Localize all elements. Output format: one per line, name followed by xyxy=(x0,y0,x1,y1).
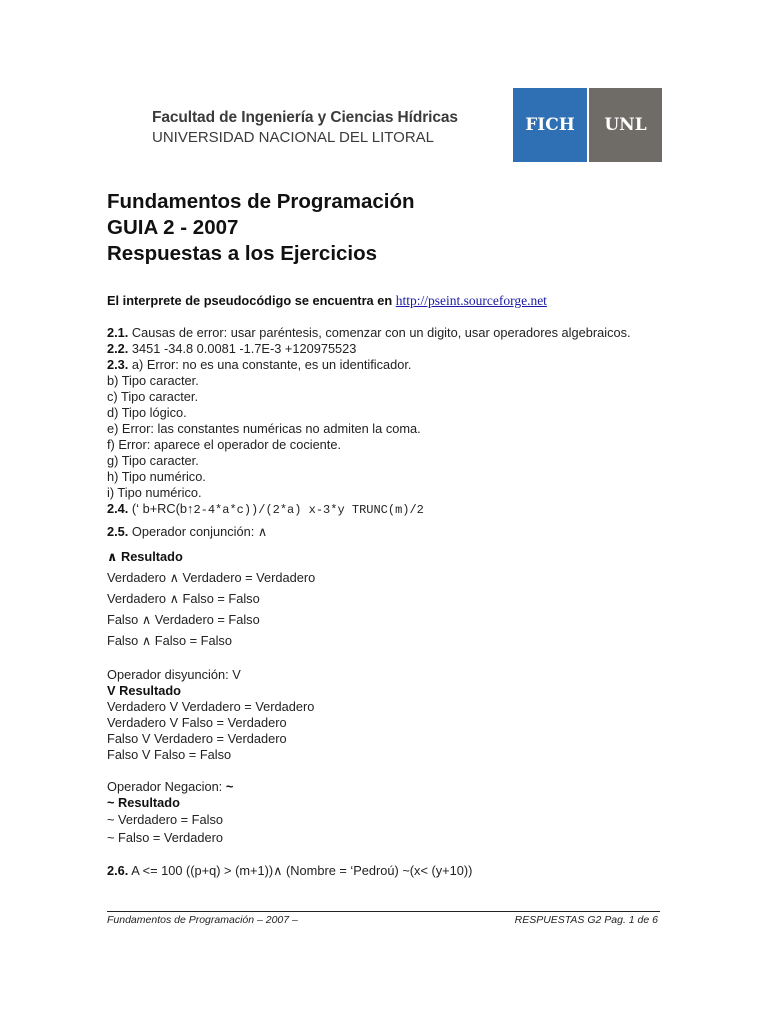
answer-text: 3451 -34.8 0.0081 -1.7E-3 +120975523 xyxy=(131,341,357,356)
not-title-line xyxy=(107,779,667,795)
answer-number: 2.1. xyxy=(107,325,129,340)
title-subtitle: Respuestas a los Ejercicios xyxy=(107,242,378,265)
list-item: h) Tipo numérico. xyxy=(107,469,206,484)
university-name: UNIVERSIDAD NACIONAL DEL LITORAL xyxy=(152,129,435,146)
answer-2-2 xyxy=(107,341,667,357)
answer-number: 2.3. xyxy=(107,357,129,372)
list-item: g) Tipo caracter. xyxy=(107,453,199,468)
not-symbol: ~ xyxy=(225,779,234,794)
pseint-link[interactable]: http://pseint.sourceforge.net xyxy=(395,293,547,308)
document-title xyxy=(107,189,415,267)
table-row: ~ Verdadero = Falso xyxy=(107,812,223,827)
footer-left: Fundamentos de Programación – 2007 – xyxy=(107,914,298,926)
or-table-header: V Resultado xyxy=(107,683,181,698)
table-row: Verdadero V Verdadero = Verdadero xyxy=(107,699,315,714)
list-item: e) Error: las constantes numéricas no admiten la coma. xyxy=(107,421,421,436)
list-item: f) Error: aparece el operador de cociente. xyxy=(107,437,342,452)
title-guide: GUIA 2 - 2007 xyxy=(107,216,239,239)
unl-logo: UNL xyxy=(589,88,662,162)
table-row: Falso V Falso = Falso xyxy=(107,747,232,762)
answer-number: 2.2. xyxy=(107,341,129,356)
table-row: Falso V Verdadero = Verdadero xyxy=(107,731,287,746)
fich-logo: FICH xyxy=(513,88,587,162)
institution-name: Facultad de Ingeniería y Ciencias Hídricas xyxy=(152,109,458,126)
answer-2-1 xyxy=(107,325,667,341)
footer-divider xyxy=(107,911,660,912)
answer-text: a) Error: no es una constante, es un identificador. xyxy=(131,357,412,372)
table-row: Falso ∧ Verdadero = Falso xyxy=(107,612,260,627)
answer-2-3 xyxy=(107,357,667,373)
answer-text: Causas de error: usar paréntesis, comenzar con un digito, usar operadores algebraicos. xyxy=(131,325,631,340)
not-title: Operador Negacion: xyxy=(107,779,223,794)
answer-text: A <= 100 ((p+q) > (m+1))∧ (Nombre = ‘Pedroú) ~(x< (y+10)) xyxy=(131,863,473,878)
intro-text: El interprete de pseudocódigo se encuentra en xyxy=(107,293,393,308)
answer-2-6 xyxy=(107,863,667,879)
table-row: Verdadero ∧ Falso = Falso xyxy=(107,591,260,606)
footer-page-info: RESPUESTAS G2 Pag. 1 de 6 xyxy=(514,914,658,926)
document-body xyxy=(107,293,667,879)
answer-number: 2.4. xyxy=(107,501,129,516)
table-row: ~ Falso = Verdadero xyxy=(107,830,223,845)
table-row: Falso ∧ Falso = Falso xyxy=(107,633,232,648)
list-item: d) Tipo lógico. xyxy=(107,405,187,420)
table-row: Verdadero V Falso = Verdadero xyxy=(107,715,287,730)
answer-2-4 xyxy=(107,501,667,518)
and-table-header: ∧ Resultado xyxy=(107,549,183,564)
intro-line xyxy=(107,293,667,309)
title-course: Fundamentos de Programación xyxy=(107,190,415,213)
answer-text: Operador conjunción: ∧ xyxy=(131,524,268,539)
table-row: Verdadero ∧ Verdadero = Verdadero xyxy=(107,570,316,585)
answer-text: (‘ b+RC(b↑ xyxy=(131,501,194,516)
or-title: Operador disyunción: V xyxy=(107,667,241,682)
answer-2-5 xyxy=(107,524,667,540)
answer-number: 2.6. xyxy=(107,863,129,878)
list-item: c) Tipo caracter. xyxy=(107,389,199,404)
list-item: i) Tipo numérico. xyxy=(107,485,202,500)
answer-number: 2.5. xyxy=(107,524,129,539)
institution-header xyxy=(152,108,458,148)
answer-code: 2-4*a*c))/(2*a) x-3*y TRUNC(m)/2 xyxy=(193,503,424,517)
not-table-header: ~ Resultado xyxy=(107,795,180,810)
list-item: b) Tipo caracter. xyxy=(107,373,199,388)
